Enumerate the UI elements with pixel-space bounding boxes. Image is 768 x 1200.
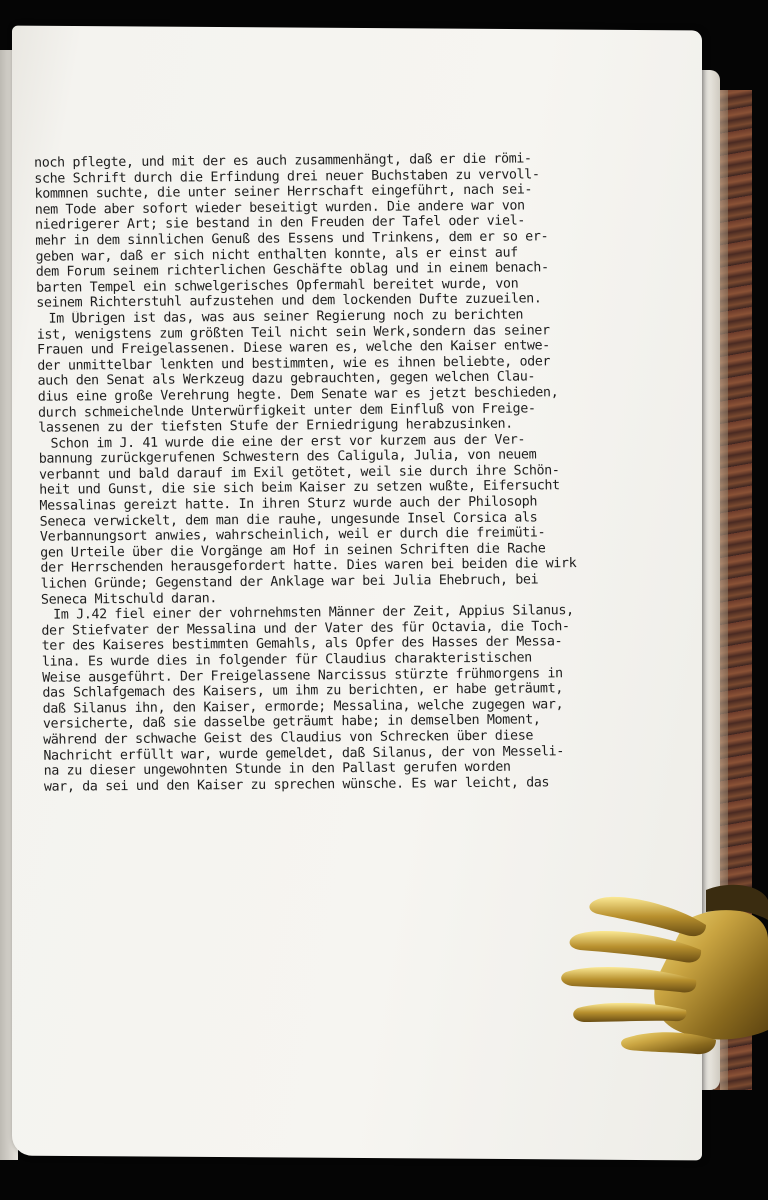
text-line: während der schwache Geist des Claudius von Schrecken über diese xyxy=(43,728,534,748)
text-line: lina. Es wurde dies in folgender für Claudius charakteristischen xyxy=(41,650,532,670)
text-line: Im J.42 fiel einer der vohrnehmsten Männer der Zeit, Appius Silanus, xyxy=(53,603,574,623)
text-line: der Herrschenden herausgefordert hatte. Dies waren bei beiden die wirk xyxy=(40,556,577,577)
text-line: der unmittelbar lenkten und bestimmten, wie es ihnen beliebte, oder xyxy=(37,353,551,374)
text-line: war, da sei und den Kaiser zu sprechen wünsche. Es war leicht, das xyxy=(43,775,550,795)
text-line: das Schlafgemach des Kaisers, um ihm zu berichten, er habe geträumt, xyxy=(42,681,564,701)
text-line: versicherte, daß sie dasselbe geträumt habe; in demselben Moment, xyxy=(42,712,541,733)
text-line: ist, wenigstens zum größten Teil nicht sein Werk,sondern das seiner xyxy=(36,322,550,343)
text-line: lichen Gründe; Gegenstand der Anklage war bei Julia Ehebruch, bei xyxy=(40,572,539,592)
text-line: sche Schrift durch die Erfindung drei neuer Buchstaben zu vervoll- xyxy=(34,166,540,187)
text-line: Verbannungsort anwies, wahrscheinlich, weil er durch die freimüti- xyxy=(39,525,546,545)
text-line: gen Urteile über die Vorgänge am Hof in seinen Schriften die Rache xyxy=(40,541,546,561)
text-line: geben war, daß er sich nicht enthalten konnte, als er einst auf xyxy=(35,245,518,265)
text-line: Frauen und Freigelassenen. Diese waren es, welche den Kaiser entwe- xyxy=(36,338,551,358)
text-line: dius eine große Verehrung hegte. Dem Senate war es jetzt beschieden, xyxy=(37,385,559,405)
text-line: Seneca verwickelt, dem man die rauhe, ungesunde Insel Corsica als xyxy=(39,510,538,530)
text-line: auch den Senat als Werkzeug dazu gebrauchten, gegen welchen Clau- xyxy=(37,369,536,390)
text-line: niedrigerer Art; sie bestand in den Freuden der Tafel oder viel- xyxy=(34,213,526,234)
text-line: heit und Gunst, die sie sich beim Kaiser zu setzen wußte, Eifersucht xyxy=(39,478,560,499)
text-line: Schon im J. 41 wurde die eine der erst vor kurzem aus der Ver- xyxy=(50,432,526,452)
text-line: mehr in dem sinnlichen Genuß des Essens und Trinkens, dem er so er- xyxy=(35,229,549,249)
text-line: noch pflegte, und mit der es auch zusammenhängt, daß er die römi- xyxy=(34,151,532,171)
text-line: kommnen suchte, die unter seiner Herrschaft eingeführt, nach sei- xyxy=(34,182,533,202)
text-line: lassenen zu der tiefsten Stufe der Erniedrigung herabzusinken. xyxy=(38,416,513,436)
text-line: seinem Richterstuhl aufzustehen und dem lockenden Dufte zuzueilen. xyxy=(36,291,542,312)
text-line: Nachricht erfüllt war, wurde gemeldet, daß Silanus, der von Messeli- xyxy=(43,743,565,764)
text-line: barten Tempel ein schwelgerisches Opfermahl bereitet wurde, von xyxy=(35,276,519,296)
text-line: daß Silanus ihn, den Kaiser, ermorde; Messalina, welche zugegen war, xyxy=(42,696,564,717)
text-line: dem Forum seinem richterlichen Geschäfte oblag und in einem benach- xyxy=(35,260,549,280)
typewritten-text xyxy=(34,150,704,795)
text-line: Im Übrigen ist das, was aus seiner Regierung noch zu berichten xyxy=(48,307,524,327)
text-line: ter des Kaiseres bestimmten Gemahls, als Opfer des Hasses der Messa- xyxy=(41,634,563,655)
text-line: verbannt und bald darauf im Exil getötet, weil sie durch ihre Schön- xyxy=(38,463,560,483)
text-line: Seneca Mitschuld daran. xyxy=(40,590,218,608)
text-line: der Stiefvater der Messalina und der Vater des für Octavia, die Toch- xyxy=(41,618,570,639)
text-line: Messalinas gereizt hatte. In ihren Sturz wurde auch der Philosoph xyxy=(39,494,538,514)
text-line: bannung zurückgerufenen Schwestern des Caligula, Julia, von neuem xyxy=(38,447,537,468)
text-line: nem Tode aber sofort wieder beseitigt wurden. Die andere war von xyxy=(34,198,525,218)
text-line: durch schmeichelnde Unterwürfigkeit unter dem Einfluß von Freige- xyxy=(37,400,536,421)
text-line: Weise ausgeführt. Der Freigelassene Narcissus stürzte frühmorgens in xyxy=(42,665,563,686)
text-line: na zu dieser ungewohnten Stunde in den Pallast gerufen worden xyxy=(43,759,511,779)
brass-hand-icon xyxy=(556,880,768,1060)
